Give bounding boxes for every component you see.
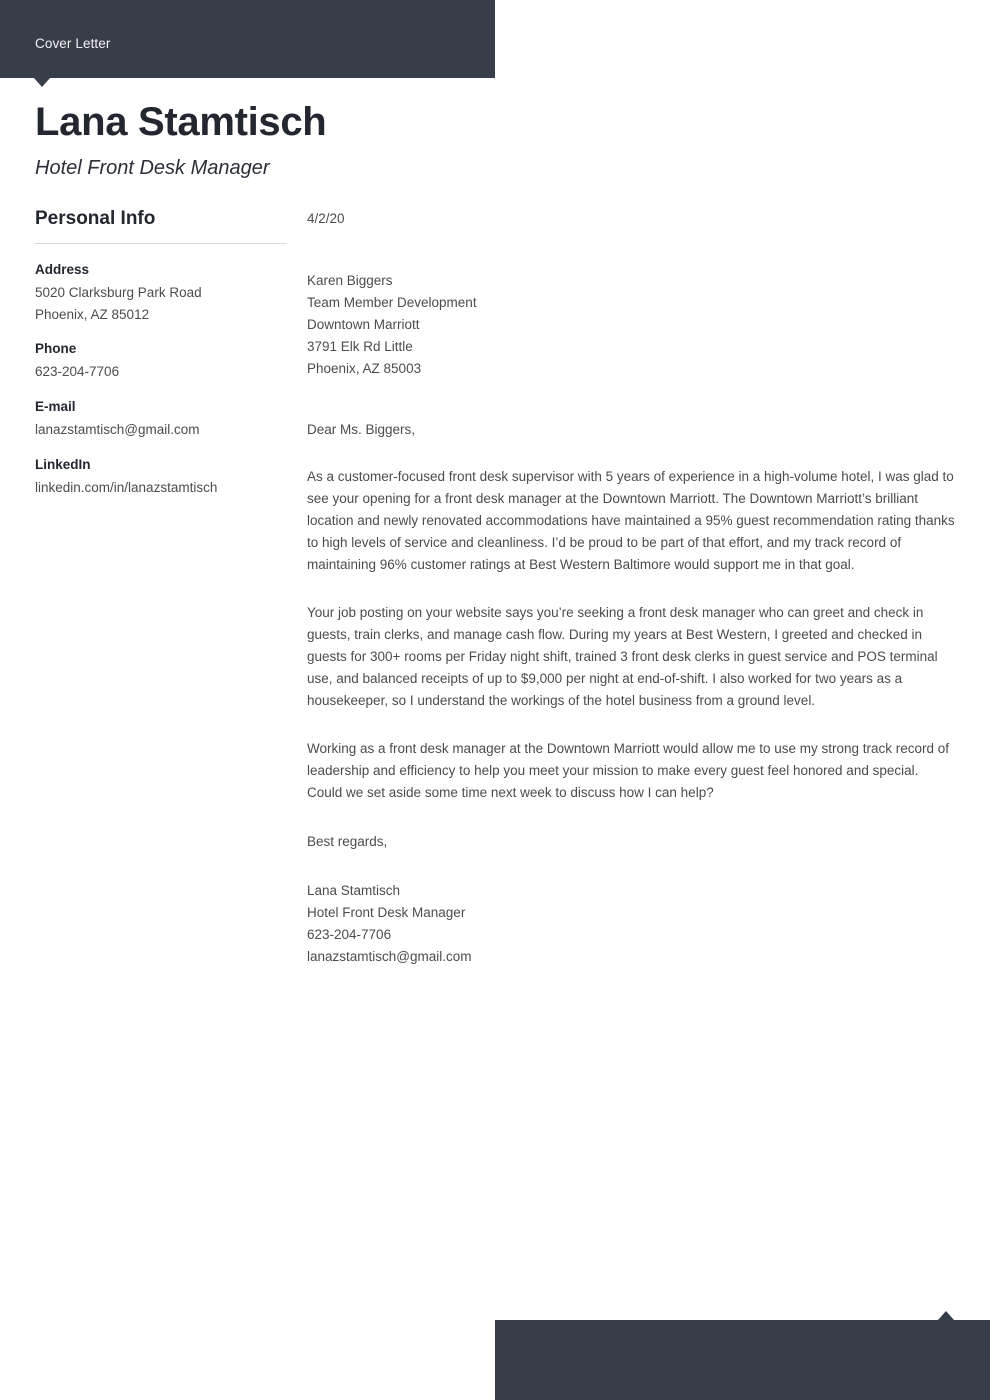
info-value-linkedin[interactable]: linkedin.com/in/lanazstamtisch: [35, 479, 218, 495]
info-value-email[interactable]: lanazstamtisch@gmail.com: [35, 422, 200, 438]
recipient-city: Phoenix, AZ 85003: [307, 360, 422, 376]
section-divider: [35, 243, 287, 244]
document-type-label: Cover Letter: [35, 36, 111, 51]
info-group-linkedin: [35, 455, 290, 499]
info-label-linkedin: LinkedIn: [35, 457, 91, 472]
info-value-address-city: Phoenix, AZ 85012: [35, 306, 150, 322]
info-group-email: [35, 397, 290, 441]
info-label-email: E-mail: [35, 399, 76, 415]
footer-notch-triangle-icon: [938, 1311, 954, 1320]
signature-title: Hotel Front Desk Manager: [307, 904, 466, 920]
personal-info-heading: Personal Info: [35, 208, 156, 229]
header-notch-triangle-icon: [34, 78, 50, 87]
letter-body: [307, 208, 955, 968]
candidate-header: [35, 100, 455, 180]
recipient-name: Karen Biggers: [307, 272, 393, 288]
recipient-address-block: [307, 270, 955, 380]
info-group-phone: [35, 339, 290, 383]
letter-paragraph-3: Working as a front desk manager at the Downtown Marriott would allow me to use my strong track record of leadership and efficiency to help you meet your mission to make every guest feel honored and special. Could we set aside some time next week to discuss how I can help?: [307, 741, 950, 801]
letter-salutation: Dear Ms. Biggers,: [307, 421, 416, 437]
recipient-company: Downtown Marriott: [307, 316, 420, 332]
signature-name: Lana Stamtisch: [307, 882, 401, 898]
signature-email[interactable]: lanazstamtisch@gmail.com: [307, 948, 472, 964]
letter-closing: Best regards,: [307, 834, 388, 850]
candidate-name: Lana Stamtisch: [35, 100, 327, 144]
recipient-department: Team Member Development: [307, 294, 477, 310]
letter-date: 4/2/20: [307, 211, 345, 226]
info-value-phone: 623-204-7706: [35, 364, 120, 380]
signature-block: [307, 880, 955, 968]
info-label-phone: Phone: [35, 341, 77, 357]
letter-paragraph-2: Your job posting on your website says you’re seeking a front desk manager who can greet and check in guests, train clerks, and manage cash flow. During my years at Best Western, I greeted and checked in guests for 300+ rooms per Friday night shift, trained 3 front desk clerks in guest service and POS terminal use, and balanced receipts of up to $9,000 per night at end-of-shift. I also worked for two years as a housekeeper, so I understand the workings of the hotel business from a ground level.: [307, 605, 938, 709]
info-label-address: Address: [35, 261, 90, 277]
footer-bar: [495, 1320, 990, 1400]
recipient-street: 3791 Elk Rd Little: [307, 338, 413, 354]
info-value-address-street: 5020 Clarksburg Park Road: [35, 284, 202, 300]
candidate-job-title: Hotel Front Desk Manager: [35, 156, 270, 179]
signature-phone: 623-204-7706: [307, 926, 392, 942]
letter-paragraph-1: As a customer-focused front desk supervisor with 5 years of experience in a high-volume hotel, I was glad to see your opening for a front desk manager at the Downtown Marriott. The Downtown Marriott’s brilliant location and newly renovated accommodations have maintained a 95% guest recommendation rating thanks to high levels of service and cleanliness. I’d be proud to be part of that effort, and my track record of maintaining 96% customer ratings at Best Western Baltimore would support me in that goal.: [307, 469, 955, 573]
info-group-address: [35, 260, 290, 326]
personal-info-sidebar: [35, 208, 290, 513]
